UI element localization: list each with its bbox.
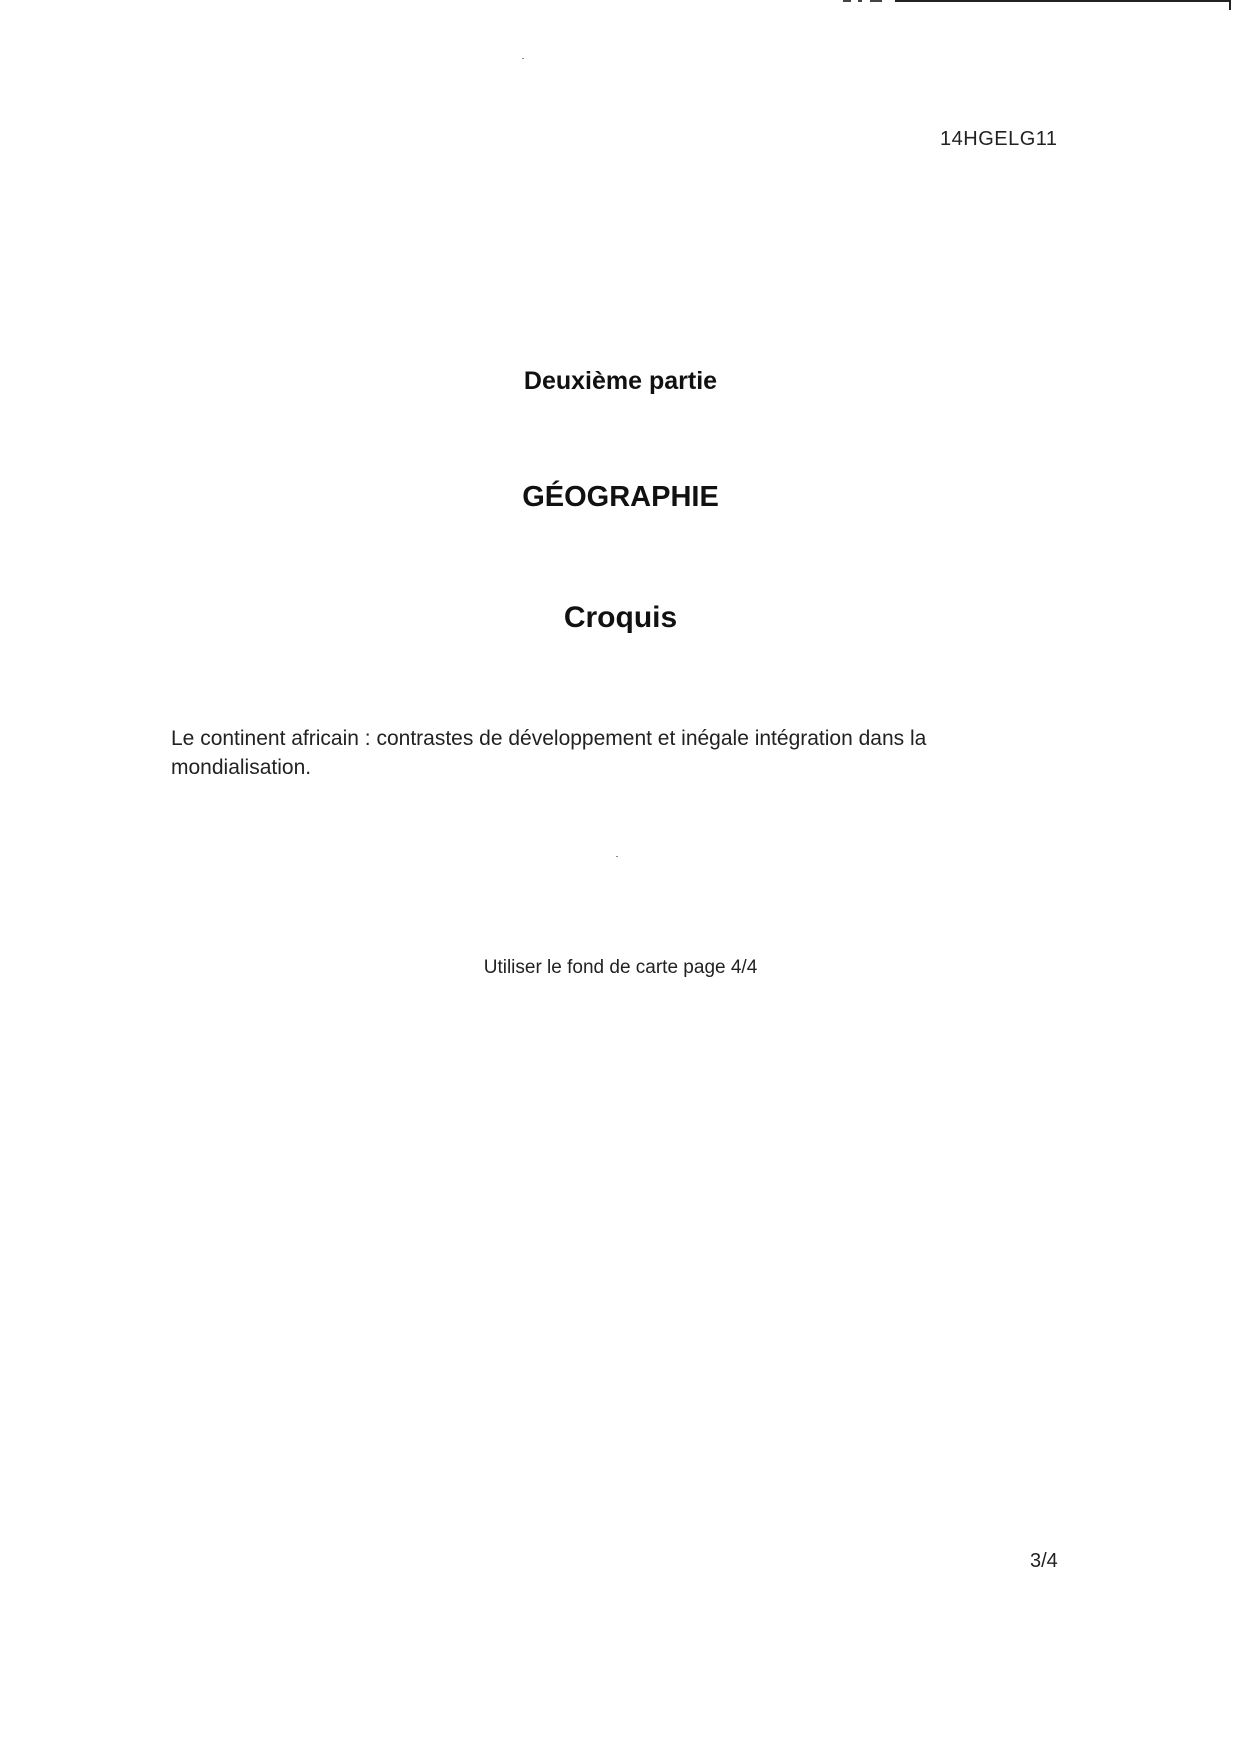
scan-mark: [870, 0, 882, 2]
scan-mark: [858, 0, 862, 2]
scan-border-right: [1229, 0, 1231, 10]
scan-speck: [522, 58, 524, 59]
subject-title: GÉOGRAPHIE: [522, 481, 719, 513]
exercise-prompt: Le continent africain : contrastes de développement et inégale intégration dans la mondialisation.: [171, 727, 927, 779]
scan-border-top: [895, 0, 1230, 2]
part-title: Deuxième partie: [523, 367, 718, 395]
scan-speck: [616, 856, 618, 857]
exercise-title: Croquis: [563, 601, 678, 634]
page-number: 3/4: [1030, 1550, 1058, 1572]
scan-mark: [843, 0, 851, 2]
instruction-text: Utiliser le fond de carte page 4/4: [483, 957, 758, 978]
document-code: 14HGELG11: [940, 128, 1058, 150]
